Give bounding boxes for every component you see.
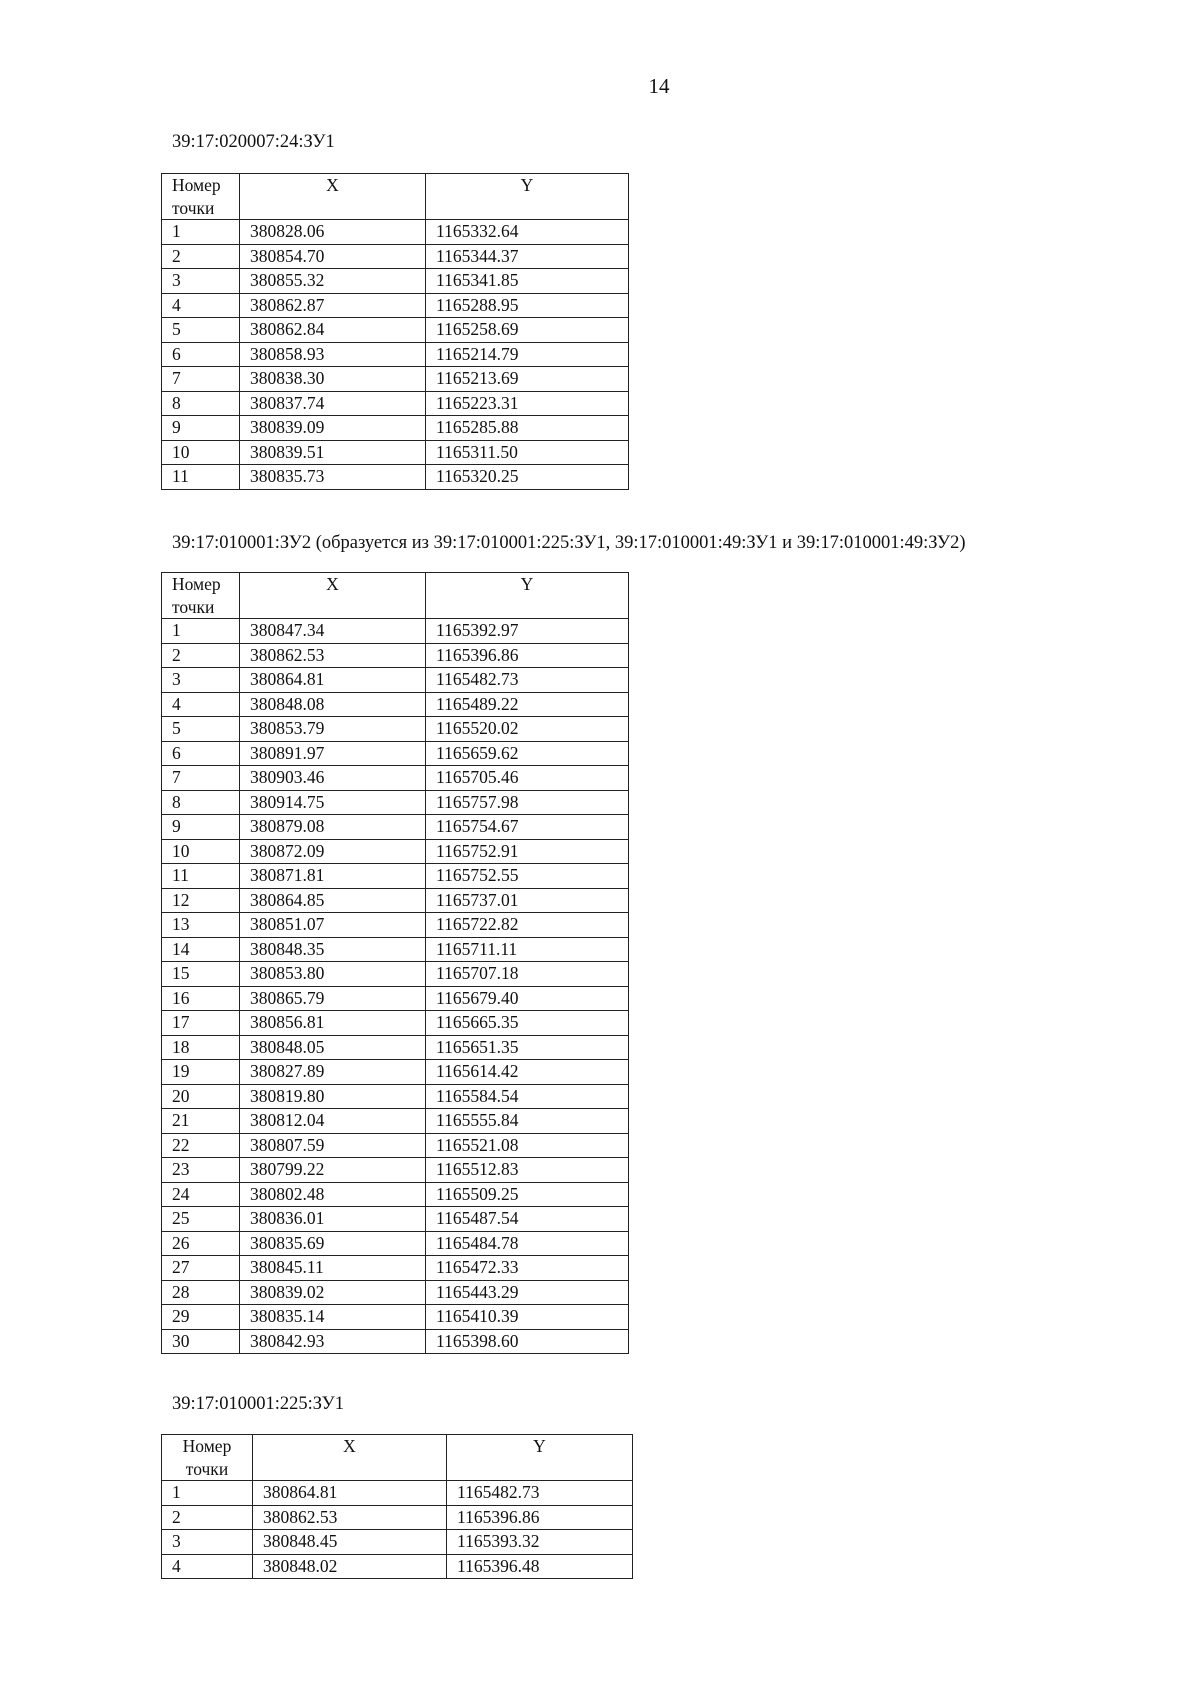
y-coordinate-cell: 1165707.18 — [426, 962, 629, 987]
point-number-cell: 1 — [162, 1481, 253, 1506]
y-coordinate-cell: 1165393.32 — [447, 1530, 633, 1555]
point-number-cell: 19 — [162, 1060, 240, 1085]
y-coordinate-cell: 1165472.33 — [426, 1256, 629, 1281]
y-header: Y — [426, 573, 629, 619]
x-coordinate-cell: 380848.08 — [240, 692, 426, 717]
point-number-cell: 29 — [162, 1305, 240, 1330]
table-row — [162, 269, 629, 294]
table-row — [162, 220, 629, 245]
page-number: 14 — [648, 74, 670, 98]
table-row — [162, 619, 629, 644]
table-row — [162, 913, 629, 938]
table-row — [162, 1158, 629, 1183]
x-header: X — [240, 174, 426, 220]
table-row — [162, 1554, 633, 1579]
y-coordinate-cell: 1165614.42 — [426, 1060, 629, 1085]
x-coordinate-cell: 380914.75 — [240, 790, 426, 815]
point-number-cell: 6 — [162, 741, 240, 766]
table-row — [162, 962, 629, 987]
point-number-cell: 4 — [162, 692, 240, 717]
x-coordinate-cell: 380854.70 — [240, 244, 426, 269]
x-coordinate-cell: 380799.22 — [240, 1158, 426, 1183]
table-header-row — [162, 573, 629, 619]
point-number-cell: 8 — [162, 391, 240, 416]
y-coordinate-cell: 1165398.60 — [426, 1329, 629, 1354]
point-number-header-line1: Номер — [182, 1436, 232, 1456]
x-coordinate-cell: 380862.53 — [240, 643, 426, 668]
point-number-cell: 22 — [162, 1133, 240, 1158]
table-row — [162, 440, 629, 465]
y-header: Y — [426, 174, 629, 220]
point-number-cell: 9 — [162, 416, 240, 441]
y-coordinate-cell: 1165443.29 — [426, 1280, 629, 1305]
point-number-cell: 9 — [162, 815, 240, 840]
point-number-cell: 5 — [162, 717, 240, 742]
x-coordinate-cell: 380839.09 — [240, 416, 426, 441]
point-number-cell: 3 — [162, 668, 240, 693]
table-row — [162, 1256, 629, 1281]
y-coordinate-cell: 1165659.62 — [426, 741, 629, 766]
y-coordinate-cell: 1165285.88 — [426, 416, 629, 441]
x-coordinate-cell: 380848.02 — [253, 1554, 447, 1579]
y-coordinate-cell: 1165482.73 — [447, 1481, 633, 1506]
y-coordinate-cell: 1165737.01 — [426, 888, 629, 913]
y-coordinate-cell: 1165341.85 — [426, 269, 629, 294]
x-coordinate-cell: 380848.35 — [240, 937, 426, 962]
table-row — [162, 692, 629, 717]
point-number-cell: 2 — [162, 643, 240, 668]
x-coordinate-cell: 380871.81 — [240, 864, 426, 889]
y-coordinate-cell: 1165344.37 — [426, 244, 629, 269]
x-coordinate-cell: 380819.80 — [240, 1084, 426, 1109]
y-coordinate-cell: 1165396.48 — [447, 1554, 633, 1579]
x-header: X — [240, 573, 426, 619]
point-number-cell: 11 — [162, 465, 240, 490]
table-row — [162, 1530, 633, 1555]
table-row — [162, 986, 629, 1011]
point-number-cell: 15 — [162, 962, 240, 987]
x-header: X — [253, 1435, 447, 1481]
table-row — [162, 1133, 629, 1158]
x-coordinate-cell: 380847.34 — [240, 619, 426, 644]
x-coordinate-cell: 380848.05 — [240, 1035, 426, 1060]
point-number-cell: 3 — [162, 269, 240, 294]
point-number-cell: 1 — [162, 220, 240, 245]
table-row — [162, 293, 629, 318]
point-number-header-line2: точки — [172, 596, 215, 617]
table-row — [162, 244, 629, 269]
table-row — [162, 465, 629, 490]
point-number-cell: 10 — [162, 839, 240, 864]
point-number-cell: 2 — [162, 1505, 253, 1530]
y-coordinate-cell: 1165679.40 — [426, 986, 629, 1011]
y-coordinate-cell: 1165223.31 — [426, 391, 629, 416]
point-number-cell: 4 — [162, 293, 240, 318]
x-coordinate-cell: 380903.46 — [240, 766, 426, 791]
point-number-cell: 7 — [162, 367, 240, 392]
x-coordinate-cell: 380862.53 — [253, 1505, 447, 1530]
y-coordinate-cell: 1165489.22 — [426, 692, 629, 717]
table-row — [162, 839, 629, 864]
point-number-cell: 23 — [162, 1158, 240, 1183]
table-row — [162, 937, 629, 962]
point-number-cell: 27 — [162, 1256, 240, 1281]
y-coordinate-cell: 1165214.79 — [426, 342, 629, 367]
y-coordinate-cell: 1165711.11 — [426, 937, 629, 962]
section-title: 39:17:010001:225:ЗУ1 — [172, 1394, 344, 1414]
table-row — [162, 790, 629, 815]
x-coordinate-cell: 380879.08 — [240, 815, 426, 840]
y-coordinate-cell: 1165396.86 — [426, 643, 629, 668]
point-number-cell: 26 — [162, 1231, 240, 1256]
table-row — [162, 1035, 629, 1060]
y-coordinate-cell: 1165213.69 — [426, 367, 629, 392]
x-coordinate-cell: 380851.07 — [240, 913, 426, 938]
x-coordinate-cell: 380891.97 — [240, 741, 426, 766]
y-coordinate-cell: 1165484.78 — [426, 1231, 629, 1256]
x-coordinate-cell: 380856.81 — [240, 1011, 426, 1036]
table-header-row — [162, 1435, 633, 1481]
table-row — [162, 668, 629, 693]
point-number-header-line1: Номер — [172, 175, 221, 195]
coordinates-table — [161, 173, 629, 490]
y-coordinate-cell: 1165555.84 — [426, 1109, 629, 1134]
point-number-cell: 28 — [162, 1280, 240, 1305]
x-coordinate-cell: 380812.04 — [240, 1109, 426, 1134]
point-number-cell: 11 — [162, 864, 240, 889]
x-coordinate-cell: 380865.79 — [240, 986, 426, 1011]
table-row — [162, 318, 629, 343]
x-coordinate-cell: 380864.81 — [240, 668, 426, 693]
point-number-header-line1: Номер — [172, 574, 221, 594]
table-row — [162, 416, 629, 441]
point-number-cell: 8 — [162, 790, 240, 815]
x-coordinate-cell: 380848.45 — [253, 1530, 447, 1555]
table-row — [162, 1305, 629, 1330]
x-coordinate-cell: 380835.73 — [240, 465, 426, 490]
y-header: Y — [447, 1435, 633, 1481]
table-row — [162, 643, 629, 668]
point-number-header — [162, 1435, 253, 1481]
point-number-cell: 4 — [162, 1554, 253, 1579]
y-coordinate-cell: 1165512.83 — [426, 1158, 629, 1183]
y-coordinate-cell: 1165258.69 — [426, 318, 629, 343]
table-row — [162, 342, 629, 367]
x-coordinate-cell: 380839.51 — [240, 440, 426, 465]
table-row — [162, 1060, 629, 1085]
x-coordinate-cell: 380845.11 — [240, 1256, 426, 1281]
table-row — [162, 367, 629, 392]
table-row — [162, 1109, 629, 1134]
point-number-cell: 14 — [162, 937, 240, 962]
point-number-cell: 10 — [162, 440, 240, 465]
y-coordinate-cell: 1165705.46 — [426, 766, 629, 791]
table-row — [162, 1329, 629, 1354]
point-number-cell: 12 — [162, 888, 240, 913]
point-number-cell: 16 — [162, 986, 240, 1011]
y-coordinate-cell: 1165332.64 — [426, 220, 629, 245]
x-coordinate-cell: 380858.93 — [240, 342, 426, 367]
x-coordinate-cell: 380807.59 — [240, 1133, 426, 1158]
table-row — [162, 888, 629, 913]
table-row — [162, 1481, 633, 1506]
x-coordinate-cell: 380862.87 — [240, 293, 426, 318]
x-coordinate-cell: 380855.32 — [240, 269, 426, 294]
table-row — [162, 815, 629, 840]
point-number-cell: 25 — [162, 1207, 240, 1232]
y-coordinate-cell: 1165521.08 — [426, 1133, 629, 1158]
point-number-cell: 17 — [162, 1011, 240, 1036]
y-coordinate-cell: 1165320.25 — [426, 465, 629, 490]
section-title: 39:17:020007:24:ЗУ1 — [172, 132, 335, 152]
x-coordinate-cell: 380853.80 — [240, 962, 426, 987]
y-coordinate-cell: 1165722.82 — [426, 913, 629, 938]
table-row — [162, 1280, 629, 1305]
point-number-cell: 3 — [162, 1530, 253, 1555]
x-coordinate-cell: 380836.01 — [240, 1207, 426, 1232]
table-row — [162, 1084, 629, 1109]
table-header-row — [162, 174, 629, 220]
coordinates-table — [161, 572, 629, 1354]
table-row — [162, 741, 629, 766]
x-coordinate-cell: 380835.69 — [240, 1231, 426, 1256]
y-coordinate-cell: 1165311.50 — [426, 440, 629, 465]
point-number-header-line2: точки — [172, 197, 215, 218]
point-number-cell: 24 — [162, 1182, 240, 1207]
x-coordinate-cell: 380872.09 — [240, 839, 426, 864]
point-number-cell: 7 — [162, 766, 240, 791]
x-coordinate-cell: 380853.79 — [240, 717, 426, 742]
point-number-cell: 20 — [162, 1084, 240, 1109]
point-number-cell: 2 — [162, 244, 240, 269]
y-coordinate-cell: 1165482.73 — [426, 668, 629, 693]
x-coordinate-cell: 380864.85 — [240, 888, 426, 913]
x-coordinate-cell: 380839.02 — [240, 1280, 426, 1305]
y-coordinate-cell: 1165392.97 — [426, 619, 629, 644]
x-coordinate-cell: 380835.14 — [240, 1305, 426, 1330]
section-title: 39:17:010001:ЗУ2 (образуется из 39:17:010001:225:ЗУ1, 39:17:010001:49:ЗУ1 и 39:17:010001:49:ЗУ2) — [172, 533, 966, 553]
y-coordinate-cell: 1165410.39 — [426, 1305, 629, 1330]
y-coordinate-cell: 1165665.35 — [426, 1011, 629, 1036]
point-number-cell: 30 — [162, 1329, 240, 1354]
table-row — [162, 766, 629, 791]
x-coordinate-cell: 380842.93 — [240, 1329, 426, 1354]
x-coordinate-cell: 380862.84 — [240, 318, 426, 343]
table-row — [162, 1207, 629, 1232]
table-row — [162, 1011, 629, 1036]
y-coordinate-cell: 1165754.67 — [426, 815, 629, 840]
table-row — [162, 1231, 629, 1256]
table-row — [162, 1182, 629, 1207]
x-coordinate-cell: 380827.89 — [240, 1060, 426, 1085]
table-row — [162, 864, 629, 889]
x-coordinate-cell: 380828.06 — [240, 220, 426, 245]
point-number-cell: 18 — [162, 1035, 240, 1060]
x-coordinate-cell: 380802.48 — [240, 1182, 426, 1207]
y-coordinate-cell: 1165752.55 — [426, 864, 629, 889]
x-coordinate-cell: 380838.30 — [240, 367, 426, 392]
y-coordinate-cell: 1165520.02 — [426, 717, 629, 742]
y-coordinate-cell: 1165396.86 — [447, 1505, 633, 1530]
y-coordinate-cell: 1165757.98 — [426, 790, 629, 815]
y-coordinate-cell: 1165752.91 — [426, 839, 629, 864]
y-coordinate-cell: 1165651.35 — [426, 1035, 629, 1060]
point-number-header-line2: точки — [185, 1458, 229, 1479]
y-coordinate-cell: 1165509.25 — [426, 1182, 629, 1207]
y-coordinate-cell: 1165487.54 — [426, 1207, 629, 1232]
point-number-cell: 1 — [162, 619, 240, 644]
x-coordinate-cell: 380864.81 — [253, 1481, 447, 1506]
x-coordinate-cell: 380837.74 — [240, 391, 426, 416]
y-coordinate-cell: 1165288.95 — [426, 293, 629, 318]
coordinates-table — [161, 1434, 633, 1579]
table-row — [162, 717, 629, 742]
table-row — [162, 1505, 633, 1530]
point-number-cell: 13 — [162, 913, 240, 938]
point-number-header — [162, 573, 240, 619]
point-number-cell: 6 — [162, 342, 240, 367]
point-number-header — [162, 174, 240, 220]
table-row — [162, 391, 629, 416]
y-coordinate-cell: 1165584.54 — [426, 1084, 629, 1109]
point-number-cell: 21 — [162, 1109, 240, 1134]
point-number-cell: 5 — [162, 318, 240, 343]
